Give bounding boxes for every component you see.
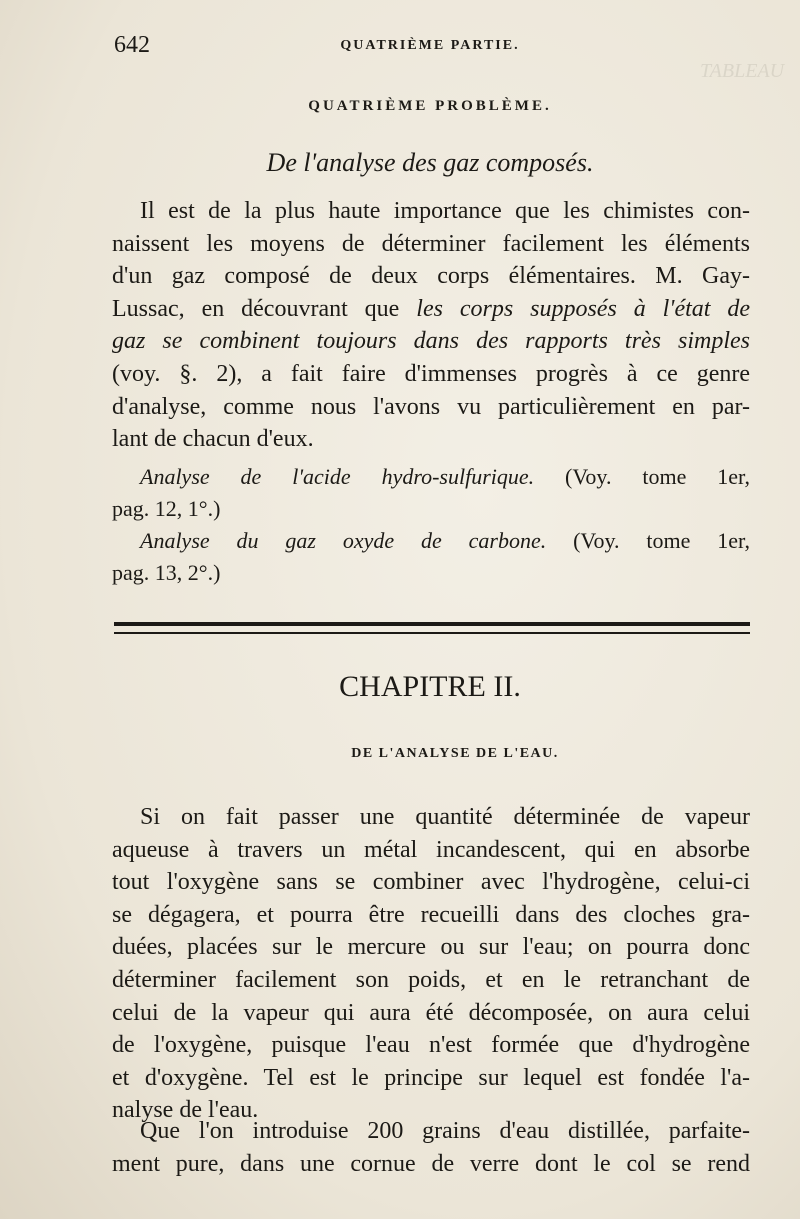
- text-line: d'un gaz composé de deux corps élémentaires. M. Gay-: [112, 263, 750, 290]
- chapter-subtitle: DE L'ANALYSE DE L'EAU.: [351, 746, 559, 761]
- divider-thin: [114, 632, 750, 634]
- analysis-reference-2: [112, 525, 750, 589]
- divider-thick: [114, 622, 750, 626]
- running-head: QUATRIÈME PARTIE.: [340, 38, 520, 53]
- chapter-title: CHAPITRE II.: [339, 670, 521, 703]
- analysis-reference-1: [112, 461, 750, 525]
- text-line: se dégagera, et pourra être recueilli dans des cloches gra-: [112, 901, 750, 928]
- paragraph-water-analysis: [112, 801, 750, 1127]
- text-line: gaz se combinent toujours dans des rapports très simples: [112, 328, 750, 355]
- text-line: et d'oxygène. Tel est le principe sur lequel est fondée l'a-: [112, 1064, 750, 1091]
- section-title: De l'analyse des gaz composés.: [266, 148, 594, 177]
- text-line: nalyse de l'eau.: [112, 1097, 259, 1124]
- text-line: Analyse de l'acide hydro-sulfurique. (Voy. tome 1er,: [140, 464, 750, 489]
- text-line: Il est de la plus haute importance que les chimistes con-: [140, 198, 750, 224]
- page-number: 642: [114, 32, 150, 58]
- text-line: celui de la vapeur qui aura été décomposée, on aura celui: [112, 999, 750, 1026]
- text-line: tout l'oxygène sans se combiner avec l'hydrogène, celui-ci: [112, 869, 750, 896]
- text-line: duées, placées sur le mercure ou sur l'eau; on pourra donc: [112, 934, 750, 961]
- text-line: Analyse du gaz oxyde de carbone. (Voy. tome 1er,: [140, 528, 750, 553]
- text-line: Que l'on introduise 200 grains d'eau distillée, parfaite-: [140, 1118, 750, 1144]
- page-header: [110, 30, 750, 60]
- text-line: d'analyse, comme nous l'avons vu particulièrement en par-: [112, 393, 750, 420]
- text-line: (voy. §. 2), a fait faire d'immenses progrès à ce genre: [112, 360, 750, 387]
- text-line: pag. 12, 1°.): [112, 496, 221, 521]
- text-line: lant de chacun d'eux.: [112, 426, 314, 453]
- text-line: aqueuse à travers un métal incandescent, qui en absorbe: [112, 836, 750, 863]
- text-line: naissent les moyens de déterminer facilement les éléments: [112, 230, 750, 257]
- text-line: Lussac, en découvrant que les corps supposés à l'état de: [112, 295, 751, 322]
- text-line: ment pure, dans une cornue de verre dont le col se rend: [112, 1150, 750, 1177]
- paragraph-intro: [112, 195, 750, 456]
- problem-title: QUATRIÈME PROBLÈME.: [308, 98, 552, 114]
- text-line: pag. 13, 2°.): [112, 560, 221, 585]
- text-line: déterminer facilement son poids, et en le retranchant de: [112, 966, 750, 993]
- text-line: de l'oxygène, puisque l'eau n'est formée que d'hydrogène: [112, 1032, 750, 1059]
- paragraph-distillation: [112, 1115, 750, 1180]
- text-line: Si on fait passer une quantité déterminée de vapeur: [140, 804, 750, 830]
- bleed-through-text: TABLEAU: [700, 60, 785, 82]
